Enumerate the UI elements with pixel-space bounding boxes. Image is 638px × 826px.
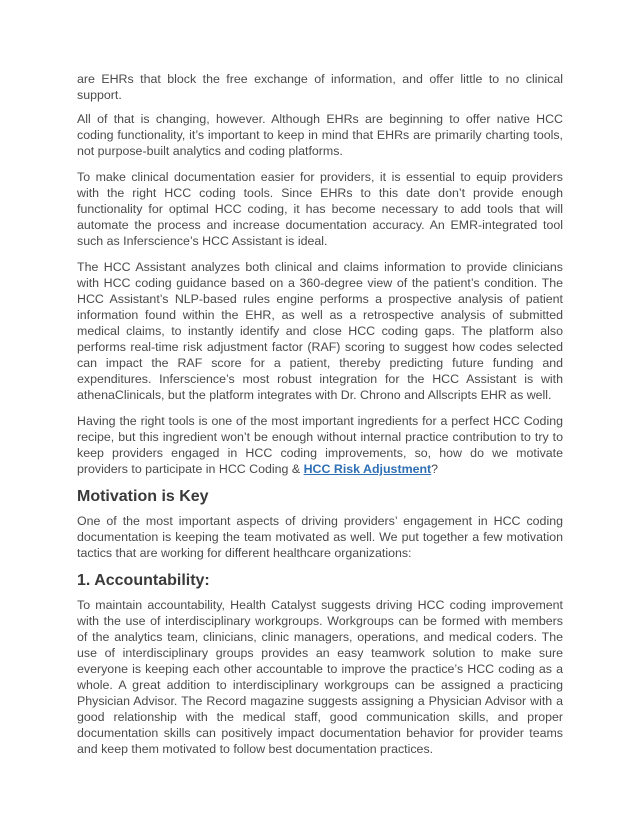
heading-motivation: Motivation is Key: [77, 488, 209, 505]
paragraph-right-tools-text: Having the right tools is one of the most important ingredients for a perfect HCC Coding recipe, but this ingredient won’t be enough without internal practice contribution to try to keep providers engaged in HCC coding improvements, so, how do we motivate providers to participate in HCC Coding &: [77, 414, 563, 476]
paragraph-hcc-assistant: The HCC Assistant analyzes both clinical and claims information to provide clinicians with HCC coding guidance based on a 360-degree view of the patient’s condition. The HCC Assistant’s NLP-based rules engine performs a prospective analysis of patient information found within the EHR, as well as a retrospective analysis of submitted medical claims, to instantly identify and close HCC coding gaps. The platform also performs real-time risk adjustment factor (RAF) scoring to suggest how codes selected can impact the RAF score for a patient, thereby predicting future funding and expenditures. Inferscience’s most robust integration for the HCC Assistant is with athenaClinicals, but the platform integrates with Dr. Chrono and Allscripts EHR as well.: [77, 260, 563, 402]
paragraph-ehr-limitations: are EHRs that block the free exchange of information, and offer little to no clinical support.: [77, 72, 563, 102]
paragraph-hcc-tools: To make clinical documentation easier for providers, it is essential to equip providers with the right HCC coding tools. Since EHRs to this date don’t provide enough functionality for optimal HCC coding, it has become necessary to add tools that will automate the process and increase documentation accuracy. An EMR-integrated tool such as Inferscience’s HCC Assistant is ideal.: [77, 170, 563, 248]
paragraph-accountability: To maintain accountability, Health Catalyst suggests driving HCC coding improvement with the use of interdisciplinary workgroups. Workgroups can be formed with members of the analytics team, clinicians, clinic managers, operations, and medical coders. The use of interdisciplinary groups provides an easy teamwork solution to make sure everyone is keeping each other accountable to improve the practice’s HCC coding as a whole. A great addition to interdisciplinary workgroups can be assigned a practicing Physician Advisor. The Record magazine suggests assigning a Physician Advisor with a good relationship with the medical staff, good communication skills, and proper documentation skills can positively impact documentation behavior for provider teams and keep them motivated to follow best documentation practices.: [77, 598, 563, 756]
heading-accountability: 1. Accountability:: [77, 572, 210, 589]
paragraph-ehr-changing: All of that is changing, however. Although EHRs are beginning to offer native HCC coding functionality, it’s important to keep in mind that EHRs are primarily charting tools, not purpose-built analytics and coding platforms.: [77, 112, 563, 158]
paragraph-right-tools: [77, 413, 563, 477]
paragraph-motivation: One of the most important aspects of driving providers’ engagement in HCC coding documentation is keeping the team motivated as well. We put together a few motivation tactics that are working for different healthcare organizations:: [77, 514, 563, 560]
paragraph-right-tools-end: ?: [431, 462, 439, 476]
hcc-risk-adjustment-link[interactable]: HCC Risk Adjustment: [303, 462, 432, 476]
document-page: [77, 71, 563, 767]
